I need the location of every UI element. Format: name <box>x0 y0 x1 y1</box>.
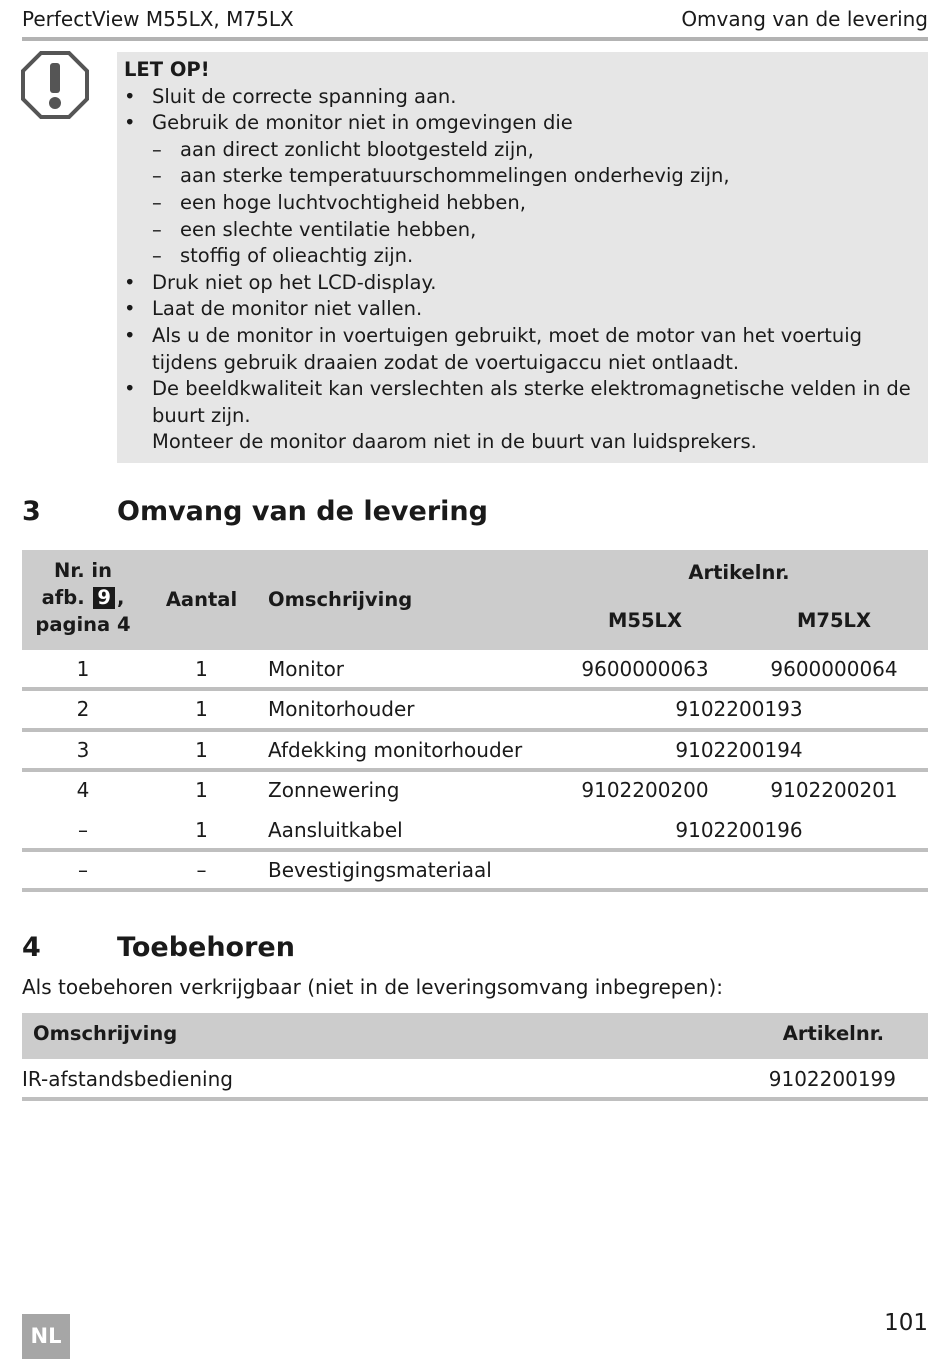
notice-subitem-text: stoffig of olieachtig zijn. <box>180 244 414 268</box>
cell-omschrijving: Bevestigingsmateriaal <box>268 858 492 882</box>
col-header-nr-comma: , <box>116 586 125 609</box>
notice-item <box>124 110 922 137</box>
col-header-omschrijving: Omschrijving <box>33 1022 178 1045</box>
notice-item-text: Als u de monitor in voertuigen gebruikt, moet de motor van het voertuig tijdens gebruik draaien zodat de voertuigaccu niet ontlaadt. <box>152 323 863 374</box>
cell-nr: – <box>78 858 88 882</box>
table-row <box>22 771 928 807</box>
bullet-marker: • <box>124 111 136 135</box>
col-header-m75lx: M75LX <box>796 609 871 632</box>
cell-omschrijving: Monitor <box>268 657 345 681</box>
table-row <box>22 650 928 686</box>
bullet-marker: • <box>124 84 136 108</box>
table-row <box>22 690 928 726</box>
dash-marker: – <box>152 190 162 214</box>
section-number: 3 <box>22 496 41 527</box>
table-row <box>22 851 928 887</box>
col-header-artikelnr: Artikelnr. <box>688 561 790 584</box>
bullet-marker: • <box>124 297 136 321</box>
bullet-marker: • <box>124 323 136 347</box>
notice-item <box>124 376 922 429</box>
col-header-nr <box>22 557 144 638</box>
notice-item-text: Laat de monitor niet vallen. <box>152 297 423 321</box>
cell-aantal: 1 <box>195 818 208 842</box>
cell-omschrijving: Afdekking monitorhouder <box>268 738 523 762</box>
notice-box <box>117 52 928 463</box>
table-row <box>22 811 928 847</box>
cell-artikelnr-shared: 9102200196 <box>675 818 803 842</box>
figure-ref-badge: 9 <box>93 587 115 609</box>
exclamation-octagon-icon <box>20 50 90 120</box>
cell-m75lx: 9102200201 <box>770 778 898 802</box>
notice-subitem-text: een hoge luchtvochtigheid hebben, <box>180 190 526 214</box>
running-header-section: Omvang van de levering <box>681 7 928 31</box>
cell-omschrijving: Monitorhouder <box>268 697 415 721</box>
cell-m55lx: 9600000063 <box>581 657 709 681</box>
notice-subitem <box>152 163 922 190</box>
notice-subitem-text: een slechte ventilatie hebben, <box>180 217 477 241</box>
dash-marker: – <box>152 137 162 161</box>
cell-m55lx: 9102200200 <box>581 778 709 802</box>
col-header-artikelnr: Artikelnr. <box>782 1022 884 1045</box>
header-divider <box>22 37 928 41</box>
bullet-marker: • <box>124 270 136 294</box>
table-bottom-rule <box>22 1097 928 1101</box>
notice-continuation: Monteer de monitor daarom niet in de buurt van luidsprekers. <box>152 430 757 454</box>
notice-item <box>124 84 922 111</box>
notice-item <box>124 296 922 323</box>
cell-artikelnr-shared: 9102200194 <box>675 738 803 762</box>
bullet-marker: • <box>124 377 136 401</box>
running-header-title: PerfectView M55LX, M75LX <box>22 7 294 31</box>
cell-omschrijving: IR-afstandsbediening <box>22 1067 233 1091</box>
col-header-nr-line2 <box>22 584 144 611</box>
notice-item-text: Gebruik de monitor niet in omgevingen die <box>152 111 573 135</box>
accessories-intro: Als toebehoren verkrijgbaar (niet in de leveringsomvang inbegrepen): <box>22 975 724 999</box>
notice-subitem-text: aan direct zonlicht blootgesteld zijn, <box>180 137 534 161</box>
cell-nr: – <box>78 818 88 842</box>
cell-nr: 3 <box>76 738 90 762</box>
notice-item <box>124 270 922 297</box>
notice-subitem <box>152 243 922 270</box>
cell-m75lx: 9600000064 <box>770 657 898 681</box>
cell-omschrijving: Aansluitkabel <box>268 818 403 842</box>
table-bottom-rule <box>22 888 928 892</box>
table-row <box>22 1060 928 1096</box>
section-title: Omvang van de levering <box>117 496 488 527</box>
cell-nr: 2 <box>76 697 90 721</box>
notice-subitem <box>152 217 922 244</box>
notice-title: LET OP! <box>124 58 210 81</box>
notice-item-text: Sluit de correcte spanning aan. <box>152 84 457 108</box>
notice-subitem-text: aan sterke temperatuurschommelingen onderhevig zijn, <box>180 164 730 188</box>
dash-marker: – <box>152 217 162 241</box>
col-header-omschrijving: Omschrijving <box>268 588 413 611</box>
cell-aantal: 1 <box>195 697 208 721</box>
dash-marker: – <box>152 244 162 268</box>
notice-item-text: Druk niet op het LCD-display. <box>152 270 437 294</box>
cell-omschrijving: Zonnewering <box>268 778 400 802</box>
delivery-table-header <box>22 550 928 650</box>
col-header-nr-afb: afb. <box>41 586 85 609</box>
section-number: 4 <box>22 932 41 963</box>
section-title: Toebehoren <box>117 932 295 963</box>
dash-marker: – <box>152 164 162 188</box>
col-header-nr-line3: pagina 4 <box>35 613 131 636</box>
cell-aantal: – <box>196 858 207 882</box>
notice-subitem <box>152 137 922 164</box>
cell-nr: 4 <box>76 778 90 802</box>
cell-artikelnr-shared: 9102200193 <box>675 697 803 721</box>
cell-nr: 1 <box>76 657 90 681</box>
col-header-aantal: Aantal <box>165 588 238 611</box>
notice-item-text: De beeldkwaliteit kan verslechten als sterke elektromagnetische velden in de buurt zijn. <box>152 377 911 427</box>
accessories-table-header <box>22 1013 928 1059</box>
col-header-m55lx: M55LX <box>607 609 682 632</box>
page-number: 101 <box>884 1310 928 1336</box>
col-header-nr-line1: Nr. in <box>54 559 112 582</box>
table-row <box>22 731 928 767</box>
language-badge: NL <box>22 1314 70 1359</box>
cell-artikelnr: 9102200199 <box>768 1067 896 1091</box>
notice-item <box>124 323 922 376</box>
cell-aantal: 1 <box>195 738 208 762</box>
notice-subitem <box>152 190 922 217</box>
cell-aantal: 1 <box>195 657 208 681</box>
cell-aantal: 1 <box>195 778 208 802</box>
